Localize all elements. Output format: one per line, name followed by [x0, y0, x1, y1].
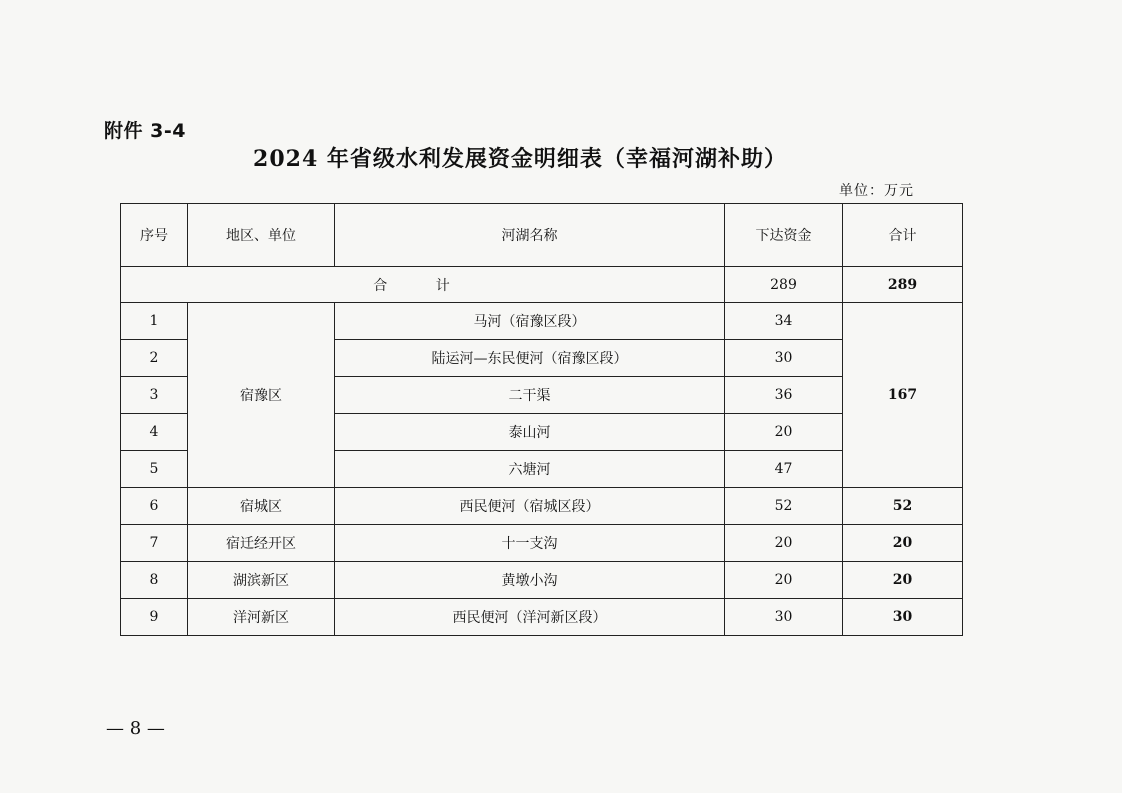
page-number: — 8 — — [106, 718, 165, 739]
row-region: 洋河新区 — [188, 599, 335, 636]
row-no: 7 — [121, 525, 188, 562]
row-no: 6 — [121, 488, 188, 525]
table-row — [121, 303, 963, 340]
table-row — [121, 562, 963, 599]
row-funds: 47 — [725, 451, 843, 488]
row-region: 宿豫区 — [188, 303, 335, 488]
row-no: 5 — [121, 451, 188, 488]
row-river: 马河（宿豫区段） — [335, 303, 725, 340]
row-region: 宿城区 — [188, 488, 335, 525]
header-no: 序号 — [121, 204, 188, 267]
row-river: 西民便河（洋河新区段） — [335, 599, 725, 636]
row-sum: 30 — [843, 599, 963, 636]
row-no: 1 — [121, 303, 188, 340]
table-row — [121, 525, 963, 562]
row-no: 4 — [121, 414, 188, 451]
header-sum: 合计 — [843, 204, 963, 267]
row-funds: 20 — [725, 562, 843, 599]
row-funds: 34 — [725, 303, 843, 340]
row-no: 8 — [121, 562, 188, 599]
row-funds: 30 — [725, 340, 843, 377]
header-river: 河湖名称 — [335, 204, 725, 267]
row-funds: 20 — [725, 525, 843, 562]
unit-label: 单位：万元 — [839, 183, 914, 199]
document-title: 2024 年省级水利发展资金明细表（幸福河湖补助） — [253, 146, 787, 172]
row-river: 西民便河（宿城区段） — [335, 488, 725, 525]
attachment-label: 附件 3-4 — [104, 120, 186, 142]
table-row — [121, 488, 963, 525]
row-river: 十一支沟 — [335, 525, 725, 562]
row-no: 2 — [121, 340, 188, 377]
row-river: 陆运河—东民便河（宿豫区段） — [335, 340, 725, 377]
row-river: 黄墩小沟 — [335, 562, 725, 599]
row-funds: 36 — [725, 377, 843, 414]
row-region: 湖滨新区 — [188, 562, 335, 599]
header-region: 地区、单位 — [188, 204, 335, 267]
table-header-row — [121, 204, 963, 267]
funding-table — [120, 203, 963, 636]
row-funds: 52 — [725, 488, 843, 525]
row-river: 二干渠 — [335, 377, 725, 414]
row-river: 泰山河 — [335, 414, 725, 451]
row-sum: 20 — [843, 562, 963, 599]
row-no: 9 — [121, 599, 188, 636]
header-funds: 下达资金 — [725, 204, 843, 267]
row-sum: 167 — [843, 303, 963, 488]
table-row — [121, 599, 963, 636]
total-funds: 289 — [725, 267, 843, 303]
row-river: 六塘河 — [335, 451, 725, 488]
total-label: 合 计 — [121, 267, 725, 303]
row-no: 3 — [121, 377, 188, 414]
row-sum: 52 — [843, 488, 963, 525]
row-region: 宿迁经开区 — [188, 525, 335, 562]
row-sum: 20 — [843, 525, 963, 562]
total-sum: 289 — [843, 267, 963, 303]
total-row — [121, 267, 963, 303]
row-funds: 30 — [725, 599, 843, 636]
row-funds: 20 — [725, 414, 843, 451]
